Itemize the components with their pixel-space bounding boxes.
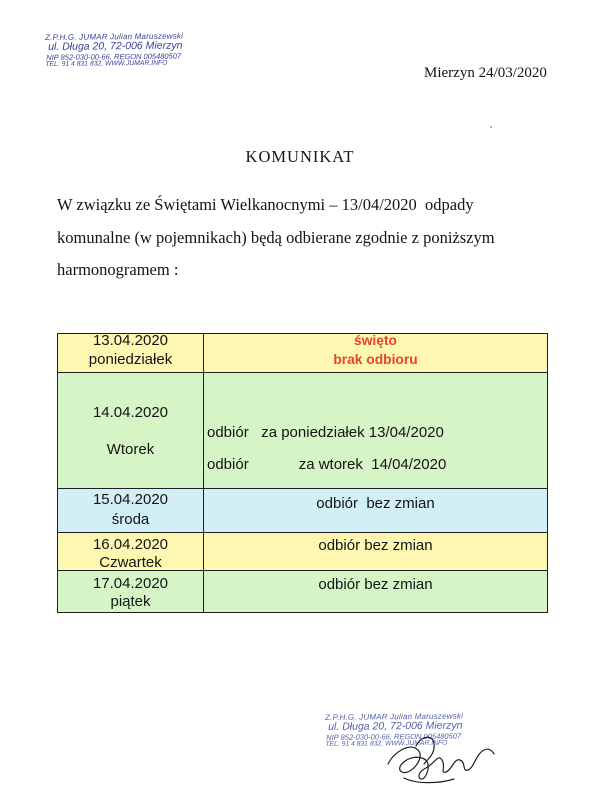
stamp-contact: TEL. 91 4 831 832, WWW.JUMAR.INFO [325, 739, 448, 748]
body-text-line-3: harmonogramem : [57, 260, 179, 279]
stamp-tax-ids: NIP 852-030-00-66, REGON 005480507 [326, 731, 462, 742]
stamp-address: ul. Długa 20, 72-006 Mierzyn [48, 39, 183, 53]
schedule-date: 14.04.2020 [92, 404, 169, 421]
body-text-line-2: komunalne (w pojemnikach) będą odbierane zgodnie z poniższym [57, 228, 495, 247]
schedule-row [58, 489, 548, 533]
place-and-date: Mierzyn 24/03/2020 [424, 65, 547, 81]
signature [380, 724, 495, 786]
body-text-line-1: W związku ze Świętami Wielkanocnymi – 13/04/2020 odpady [57, 195, 474, 214]
schedule-weekday: środa [111, 511, 150, 528]
collection-note: odbiór za wtorek 14/04/2020 [207, 456, 447, 473]
schedule-row [58, 373, 548, 489]
schedule-date: 16.04.2020 [92, 536, 169, 553]
collection-note: odbiór bez zmian [318, 537, 433, 554]
scan-speck [490, 126, 492, 128]
info-cell [204, 533, 548, 570]
schedule-date: 15.04.2020 [92, 491, 169, 508]
stamp-address: ul. Długa 20, 72-006 Mierzyn [328, 719, 463, 733]
collection-note: odbiór bez zmian [318, 576, 433, 593]
no-collection-label: brak odbioru [333, 352, 418, 367]
stamp-company-name: Z.P.H.G. JUMAR Julian Maruszewski [45, 31, 184, 42]
date-cell [58, 373, 204, 488]
schedule-date: 17.04.2020 [92, 575, 169, 592]
company-stamp-top [42, 30, 202, 72]
schedule-row [58, 533, 548, 571]
announcement-title: KOMUNIKAT [245, 147, 355, 166]
collection-schedule-table [57, 333, 548, 613]
collection-note: odbiór za poniedziałek 13/04/2020 [207, 424, 444, 441]
schedule-weekday: Czwartek [99, 554, 162, 571]
schedule-weekday: Wtorek [106, 441, 155, 458]
collection-note: odbiór bez zmian [316, 495, 435, 512]
date-cell [58, 571, 204, 612]
schedule-date: 13.04.2020 [92, 332, 169, 349]
info-cell [204, 571, 548, 612]
schedule-weekday: piątek [110, 593, 151, 610]
date-cell [58, 334, 204, 372]
date-cell [58, 489, 204, 532]
schedule-weekday: poniedziałek [88, 351, 173, 368]
stamp-tax-ids: NIP 852-030-00-66, REGON 005480507 [46, 51, 182, 62]
info-cell [204, 489, 548, 532]
stamp-contact: TEL. 91 4 831 832, WWW.JUMAR.INFO [45, 59, 168, 68]
date-cell [58, 533, 204, 570]
info-cell [204, 373, 548, 488]
schedule-row [58, 334, 548, 373]
holiday-label: święto [354, 333, 397, 348]
stamp-company-name: Z.P.H.G. JUMAR Julian Maruszewski [325, 711, 464, 722]
schedule-row [58, 571, 548, 613]
info-cell [204, 334, 548, 372]
